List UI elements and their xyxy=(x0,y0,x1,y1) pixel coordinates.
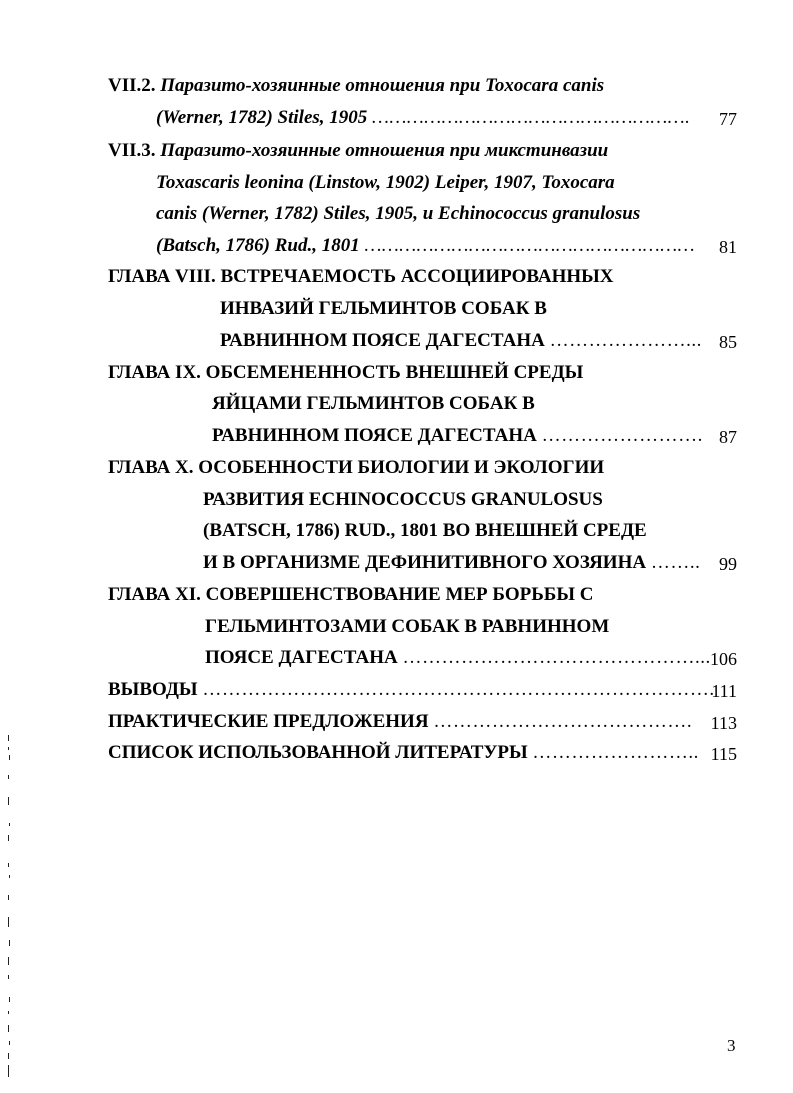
toc-entry-vii3-number: VII.3. xyxy=(108,140,156,161)
toc-chapter-xi-line2: ГЕЛЬМИНТОЗАМИ СОБАК В РАВНИННОМ xyxy=(205,616,610,637)
toc-practical-proposals-page: 113 xyxy=(710,713,737,733)
toc-practical-proposals: ПРАКТИЧЕСКИЕ ПРЕДЛОЖЕНИЯ …………………………………. xyxy=(108,711,693,732)
toc-chapter-x-page: 99 xyxy=(719,554,737,574)
toc-chapter-x-line2: РАЗВИТИЯ ECHINOCOCCUS GRANULOSUS xyxy=(203,489,603,510)
toc-chapter-viii-page: 85 xyxy=(719,332,737,352)
toc-chapter-xi-page: 106 xyxy=(710,649,737,669)
toc-conclusions-page: 111 xyxy=(711,681,737,701)
toc-entry-vii2-line2: (Werner, 1782) Stiles, 1905 ………………………………………………. xyxy=(156,107,691,128)
toc-leader-dots: ………………………………………………… xyxy=(364,235,695,256)
toc-chapter-x-line4: И В ОРГАНИЗМЕ ДЕФИНИТИВНОГО ХОЗЯИНА …….. xyxy=(203,552,701,573)
toc-entry-vii3-line4: (Batsch, 1786) Rud., 1801 ………………………………………………… xyxy=(156,235,695,256)
toc-references-page: 115 xyxy=(710,744,737,764)
toc-chapter-ix-page: 87 xyxy=(719,427,737,447)
toc-entry-vii3-page: 81 xyxy=(719,237,737,257)
toc-chapter-ix-line2: ЯЙЦАМИ ГЕЛЬМИНТОВ СОБАК В xyxy=(212,393,535,414)
toc-conclusions: ВЫВОДЫ ……………………………………………………………………. xyxy=(108,679,715,700)
toc-chapter-viii-line2: ИНВАЗИЙ ГЕЛЬМИНТОВ СОБАК В xyxy=(220,298,547,319)
toc-chapter-ix-line1: ГЛАВА IX. ОБСЕМЕНЕННОСТЬ ВНЕШНЕЙ СРЕДЫ xyxy=(108,362,584,383)
toc-chapter-xi-line1: ГЛАВА XI. СОВЕРШЕНСТВОВАНИЕ МЕР БОРЬБЫ С xyxy=(108,584,594,605)
page-number: 3 xyxy=(727,1036,736,1055)
toc-leader-dots: ………………………………………... xyxy=(402,647,711,668)
toc-leader-dots: ………………………………………………. xyxy=(372,107,691,128)
toc-entry-vii3-line1 xyxy=(108,140,608,162)
toc-chapter-ix-line3: РАВНИННОМ ПОЯСЕ ДАГЕСТАНА ……………………. xyxy=(212,425,703,446)
toc-chapter-viii-line1: ГЛАВА VIII. ВСТРЕЧАЕМОСТЬ АССОЦИИРОВАННЫХ xyxy=(108,266,614,287)
toc-leader-dots: …………………….. xyxy=(532,742,699,763)
toc-chapter-viii-line3: РАВНИННОМ ПОЯСЕ ДАГЕСТАНА …………………... xyxy=(220,330,702,351)
toc-leader-dots: …………………………………. xyxy=(433,711,693,732)
toc-leader-dots: ……………………. xyxy=(541,425,703,446)
toc-entry-vii2-page: 77 xyxy=(719,109,737,129)
toc-entry-vii2-line1 xyxy=(108,75,604,97)
toc-leader-dots: ……………………………………………………………………. xyxy=(202,679,715,700)
toc-entry-vii2-title: Паразито-хозяинные отношения при Toxocara canis xyxy=(160,75,605,96)
toc-entry-vii3-line2: Toxascaris leonina (Linstow, 1902) Leiper, 1907, Toxocara xyxy=(156,172,615,193)
toc-entry-vii3-title: Паразито-хозяинные отношения при микстинвазии xyxy=(160,140,609,161)
toc-entry-vii3-line3: canis (Werner, 1782) Stiles, 1905, и Echinococcus granulosus xyxy=(156,203,641,224)
toc-leader-dots: …………………... xyxy=(549,330,702,351)
toc-chapter-xi-line3: ПОЯСЕ ДАГЕСТАНА ………………………………………... xyxy=(205,647,711,668)
toc-chapter-x-line1: ГЛАВА X. ОСОБЕННОСТИ БИОЛОГИИ И ЭКОЛОГИИ xyxy=(108,457,605,478)
toc-chapter-x-line3: (BATSCH, 1786) RUD., 1801 ВО ВНЕШНЕЙ СРЕДЕ xyxy=(203,520,647,541)
scan-edge-noise xyxy=(5,735,13,1080)
toc-entry-vii2-number: VII.2. xyxy=(108,75,156,96)
toc-leader-dots: …….. xyxy=(650,552,701,573)
toc-references: СПИСОК ИСПОЛЬЗОВАННОЙ ЛИТЕРАТУРЫ …………………….. xyxy=(108,742,699,763)
